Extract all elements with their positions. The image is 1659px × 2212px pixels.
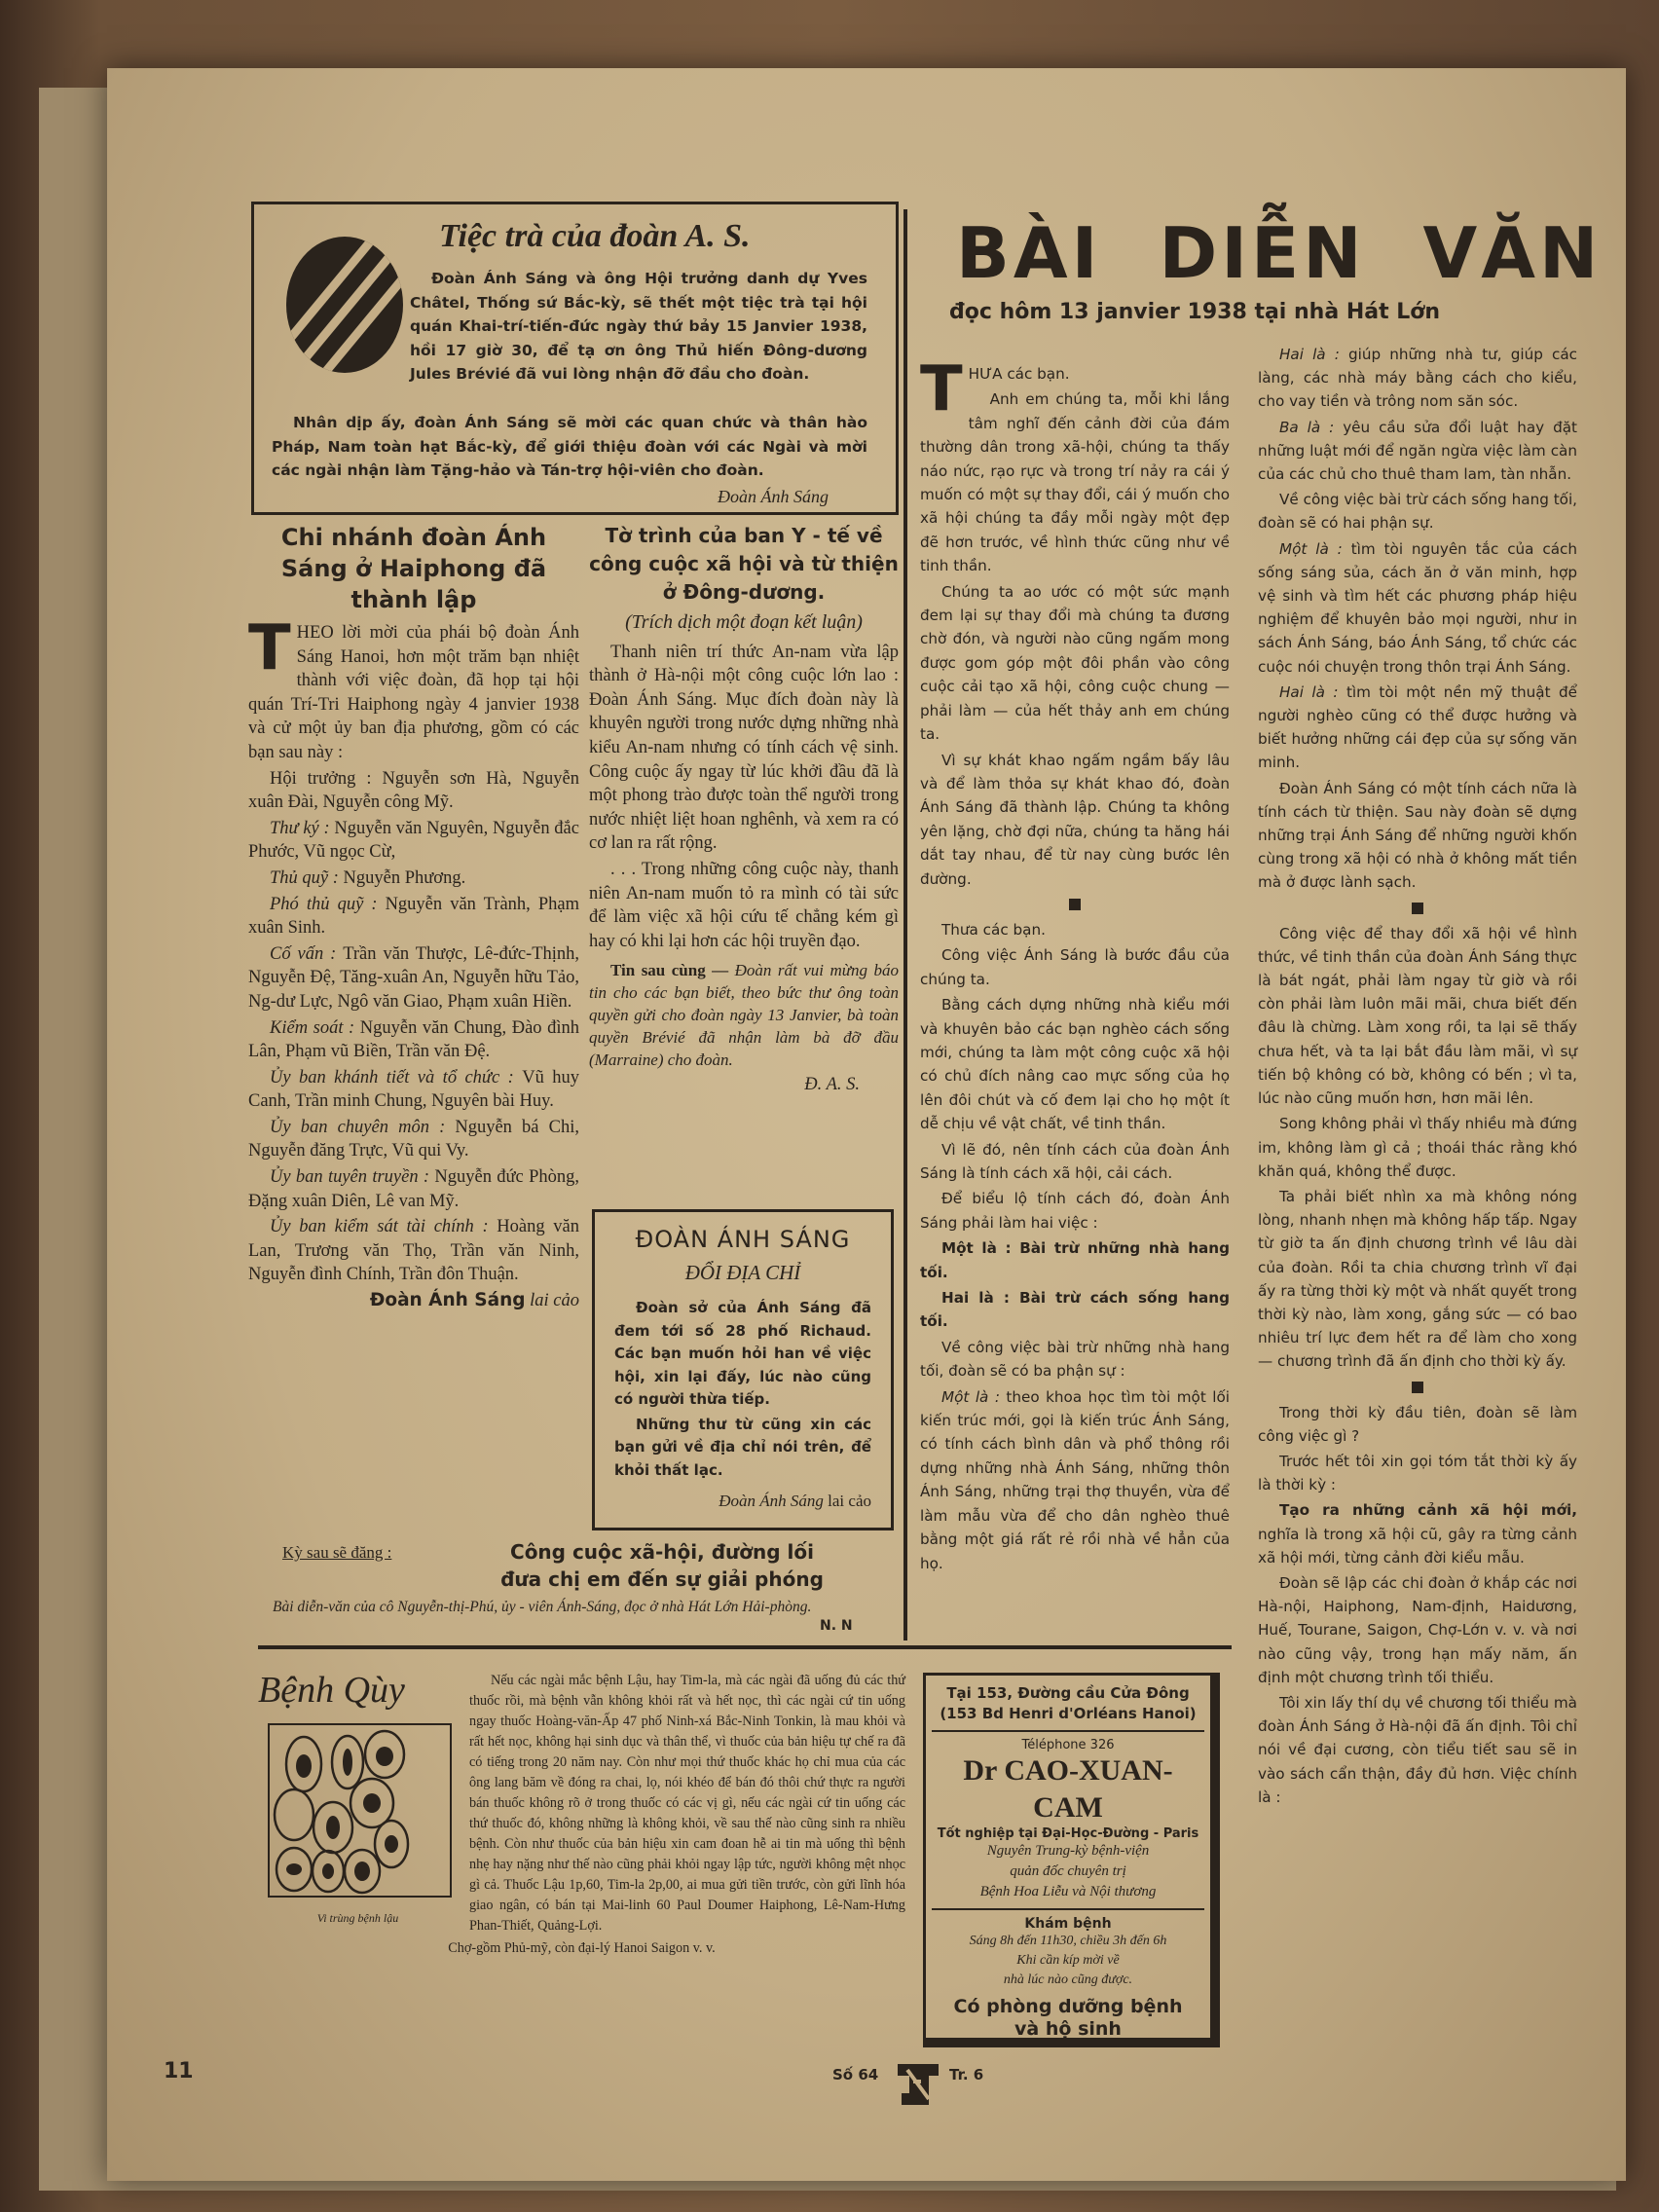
speech-column-2	[1258, 343, 1577, 1811]
paragraph	[248, 893, 579, 940]
paragraph	[920, 1138, 1230, 1186]
paragraph-text: tìm tòi một nền mỹ thuật để người nghèo cũng có thể được hưởng và biết hưởng những cái đẹp của sự sống văn minh.	[1258, 682, 1577, 772]
article-title: Chi nhánh đoàn Ánh Sáng ở Haiphong đã thành lập	[280, 524, 547, 613]
paragraph-text: Song không phải vì thấy nhiều mà đứng im, không làm gì cả ; thoái thác rằng khó khăn quá, không thể được.	[1258, 1115, 1577, 1180]
credential-line: Nguyên Trung-kỳ bệnh-viện	[986, 1843, 1150, 1859]
address-change-notice	[592, 1209, 894, 1530]
divider	[932, 1908, 1204, 1910]
paragraph-text: Để biểu lộ tính cách đó, đoàn Ánh Sáng phải làm hai việc :	[920, 1190, 1230, 1232]
doctor-phone: Téléphone 326	[1021, 1738, 1115, 1752]
paragraph-text: nghĩa là trong xã hội cũ, gây ra từng cảnh xã hội mới, từng cảnh đời kiểu mẫu.	[1258, 1525, 1577, 1567]
paragraph-text: Nguyễn văn Nguyên, Nguyễn đắc Phước, Vũ ngọc Cừ,	[248, 818, 579, 863]
paragraph-text: Đoàn Ánh Sáng có một tính cách nữa là tính cách từ thiện. Sau này đoàn sẽ dựng những trại Ánh Sáng để những người khốn cùng trong xã hội có nhà ở không mất tiền mà ở được lành sạch.	[1258, 779, 1577, 892]
paragraph	[248, 767, 579, 815]
paragraph-text: Những thư từ cũng xin các bạn gửi về địa chỉ nói trên, để khỏi thất lạc.	[614, 1415, 871, 1479]
margin-mark: 11	[164, 2059, 194, 2083]
paragraph-text: Trong thời kỳ đầu tiên, đoàn sẽ làm công việc gì ?	[1258, 1403, 1577, 1445]
paragraph-label: Thủ quỹ :	[270, 867, 344, 888]
paragraph-text: Một là : Bài trừ những nhà hang tối.	[920, 1239, 1230, 1281]
paragraph: Đoàn Ánh Sáng và ông Hội trưởng danh dự Yves Châtel, Thống sứ Bắc-kỳ, sẽ thết một tiệc trà tại hội quán Khai-trí-tiến-đức ngày thứ bảy 15 Janvier 1938, hồi 17 giờ 30, để tạ ơn ông Thủ hiến Đông-dương Jules Brévié đã vui lòng nhận đỡ đầu cho đoàn.	[410, 270, 867, 383]
signature: Đ. A. S.	[804, 1075, 860, 1095]
tea-party-body-2	[272, 411, 867, 510]
paragraph-label: Hai là :	[1279, 682, 1346, 701]
paragraph-text: Đoàn sẽ lập các chi đoàn ở khắp các nơi Hà-nội, Haiphong, Nam-định, Haidương, Huế, Tourane, Saigon, Chợ-Lớn v. v. và nơi nào cũng vậy, trong hạn mấy năm, ấn định một chương trình tối thiểu.	[1258, 1573, 1577, 1686]
paragraph-text: Anh em chúng ta, mỗi khi lắng tâm nghĩ đến cảnh đời của đám thường dân trong xã-hội, chúng ta thấy náo nức, rạo rực và trong trí nảy ra cái ý muốn có một sự thay đổi, cái ý muốn cho xã hội chúng ta đầy mỗi ngày một đẹp đẽ hơn trước, về hình thức cũng như về tinh thần.	[920, 390, 1230, 575]
paragraph-text: Trước hết tôi xin gọi tóm tắt thời kỳ ấy là thời kỳ :	[1258, 1452, 1577, 1494]
doctor-footer	[932, 1996, 1204, 2041]
next-issue-label: Kỳ sau sẽ đăng :	[282, 1543, 392, 1562]
next-issue-title-line: đưa chị em đến sự giải phóng	[500, 1567, 824, 1591]
speech-subtitle: đọc hôm 13 janvier 1938 tại nhà Hát Lớn	[949, 300, 1441, 324]
paragraph	[248, 866, 579, 891]
paragraph-text: Công việc Ánh Sáng là bước đầu của chúng ta.	[920, 946, 1230, 988]
paragraph	[1258, 922, 1577, 1111]
doctor-credentials	[932, 1841, 1204, 1902]
paragraph-text: . . . Trong những công cuộc này, thanh niên An-nam muốn tỏ ra mình có tài sức để làm việc xã hội cứu tế chẳng kém gì hay có khi lại hơn các hội truyền đạo.	[589, 859, 899, 951]
paragraph-text: Thưa các bạn.	[941, 920, 1046, 939]
doctor-name: Dr CAO-XUAN-CAM	[963, 1754, 1173, 1824]
paragraph	[248, 1215, 579, 1287]
lead-paragraph: THEO lời mời của phái bộ đoàn Ánh Sáng Hanoi, hơn một trăm bạn nhiệt thành với việc đoàn, đã họp tại hội quán Trí-Tri Haiphong ngày 4 janvier 1938 và cử một ủy ban địa phương, gồm có các bạn sau này :	[248, 612, 579, 762]
paragraph-text: Đoàn sở của Ánh Sáng đã đem tới số 28 phố Richaud. Các bạn muốn hỏi han về việc hội, xin lại đấy, lúc nào cũng có người thừa tiếp.	[614, 1299, 871, 1408]
paragraph-label: Ủy ban chuyên môn :	[270, 1117, 456, 1137]
doctor-degree: Tốt nghiệp tại Đại-Học-Đường - Paris	[937, 1826, 1199, 1841]
ad-title: Bệnh Qùy	[258, 1670, 405, 1711]
section-separator	[1412, 1382, 1423, 1393]
paragraph-label: Phó thủ quỹ :	[270, 894, 386, 914]
paragraph-label: Ủy ban tuyên truyền :	[270, 1167, 435, 1188]
paragraph-text: Nguyễn Phương.	[343, 867, 466, 888]
paragraph	[1258, 1571, 1577, 1689]
signature: Đoàn Ánh Sáng	[718, 486, 829, 506]
signature-name: Đoàn Ánh Sáng	[369, 1290, 526, 1311]
paragraph	[1258, 343, 1577, 414]
paragraph	[920, 1236, 1230, 1284]
doctor-advertisement	[923, 1673, 1220, 2047]
signature-suffix: lai cảo	[823, 1492, 871, 1510]
article-subtitle: (Trích dịch một đoạn kết luận)	[625, 611, 863, 633]
paragraph-text: Vì sự khát khao ngấm ngầm bấy lâu và để làm thỏa sự khát khao đó, đoàn Ánh Sáng đã thành lập. Chúng ta không yên lặng, chờ đợi nữa, chúng ta hăng hái dắt tay nhau, để từ nay cùng bước lên đường.	[920, 751, 1230, 888]
paragraph	[248, 1116, 579, 1163]
paragraph-text: Về công việc bài trừ cách sống hang tối, đoàn sẽ có hai phận sự.	[1258, 491, 1577, 533]
tea-party-body	[410, 267, 867, 388]
section-separator	[1412, 903, 1423, 914]
paragraph-text: theo khoa học tìm tòi một lối kiến trúc mới, gọi là kiến trúc Ánh Sáng, có tính cách bình dân và phổ thông rồi dựng những nhà Ánh Sáng, những thôn Ánh Sáng, những trại thợ thuyền, vừa để làm mẫu vừa để cho dân nghèo thuê bằng một giá rất rẻ rồi nhà về hẳn của họ.	[920, 1387, 1230, 1572]
paragraph-text: Nguyễn sơn Hà, Nguyễn xuân Đài, Nguyễn công Mỹ.	[248, 768, 579, 813]
paragraph-label: Thư ký :	[270, 818, 335, 838]
paragraph	[589, 858, 899, 953]
late-news	[589, 959, 899, 1071]
paragraph	[920, 580, 1230, 747]
bacteria-illustration-icon	[268, 1723, 452, 1898]
credential-line: quản đốc chuyên trị	[1010, 1863, 1126, 1879]
page-number: Tr. 6	[949, 2066, 984, 2083]
paragraph	[1258, 1185, 1577, 1374]
paragraph-text: Tôi xin lấy thí dụ về chương tối thiểu mà đoàn Ánh Sáng ở Hà-nội đã ấn định. Tôi chỉ nói về đại cương, còn tiểu tiết sau sẽ in vào sách cẩn thận, đầy đủ hơn. Việc chính là :	[1258, 1693, 1577, 1806]
paragraph	[920, 918, 1230, 941]
tea-party-notice	[251, 202, 899, 515]
signature-name: Đoàn Ánh Sáng	[719, 1492, 824, 1510]
paragraph-text: Nguyễn đức Phòng, Đặng xuân Diên, Lê van Mỹ.	[248, 1167, 579, 1211]
paragraph-text: THƯA các bạn.	[920, 353, 1070, 425]
signature	[614, 1492, 871, 1511]
address-line: (153 Bd Henri d'Orléans Hanoi)	[940, 1705, 1197, 1722]
paragraph-label: Hai là :	[1279, 346, 1348, 363]
hours-line: nhà lúc nào cũng được.	[1003, 1972, 1133, 1987]
striped-circle-logo-icon	[279, 232, 411, 378]
paragraph-text: Vũ huy Canh, Trần minh Chung, Nguyên bài Huy.	[248, 1067, 579, 1112]
signature-suffix: lai cảo	[525, 1291, 579, 1311]
paragraph	[614, 1297, 871, 1412]
ngay-nay-logo-icon	[896, 2062, 940, 2107]
paragraph	[1258, 1498, 1577, 1569]
paragraph-text: tìm tòi nguyên tắc của cách sống sáng sủa, cách ăn ở văn minh, hợp vệ sinh và tìm hết các phương pháp hiệu nghiệm để khuyên bảo mọi người, như in sách Ánh Sáng, báo Ánh Sáng, tổ chức các cuộc nói chuyện trong thôn trại Ánh Sáng.	[1258, 539, 1578, 676]
medicine-advertisement	[258, 1667, 905, 2046]
paragraph-label: Ủy ban khánh tiết và tổ chức :	[270, 1067, 523, 1088]
footer-line: và hộ sinh	[1014, 2018, 1122, 2040]
hours-title: Khám bệnh	[1024, 1916, 1112, 1932]
paragraph	[248, 1016, 579, 1064]
hours-line: Khi cần kíp mời về	[1016, 1953, 1120, 1968]
paragraph: Nhân dịp ấy, đoàn Ánh Sáng sẽ mời các quan chức và thân hào Pháp, Nam toàn hạt Bắc-kỳ, để giới thiệu đoàn với các Ngài và mời các ngài nhận làm Tặng-hảo và Tán-trợ hội-viên cho đoàn.	[272, 414, 867, 479]
ad-text: Nếu các ngài mắc bệnh Lậu, hay Tim-la, mà các ngài đã uống đủ các thứ thuốc rồi, mà bệnh vẫn không khỏi rất và hết nọc, thì các ngài cứ tin uống ngay thuốc Hoàng-văn-Ấp 47 phố Ninh-xá Bắc-Ninh Tonkin, là mau khỏi và rất hết nọc, không hại sinh dục và thân thể, vì thuốc của bản hiệu tự chế ra đã có tiếng trong 20 năm nay. Còn như mọi thứ thuốc khác họ chỉ mua của các ông lang băm về đóng ra chai, lọ, nói khéo để bán đó thôi chứ thực ra người bán thuốc không rõ ở trong thuốc có các vị gì, nếu các ngài cứ tin uống các thứ thuốc đó, không những là không khỏi, về sau thế nào cũng sinh ra nhiều bệnh. Còn như thuốc của bản hiệu xin cam đoan hễ ai tin mà uống thì bệnh nhẹ hay nặng như thế nào cũng phải khỏi ngay lập tức, người không mệt nhọc gì cả. Thuốc Lậu 1p,60, Tim-la 2p,00, ai mua gửi tiền trước, còn gửi lĩnh hóa giao ngân, có bán tại Mai-linh 60 Paul Doumer Haiphong, Lê-Nam-Hưng Phan-Thiết, Quảng-Lợi.	[469, 1673, 905, 1934]
article-title: Tờ trình của ban Y - tế về công cuộc xã hội và từ thiện ở Đông-dương.	[589, 524, 899, 604]
tea-party-title: Tiệc trà của đoàn A. S.	[439, 218, 751, 254]
paragraph	[248, 942, 579, 1014]
doctor-hours	[932, 1932, 1204, 1990]
paragraph-label: Cố vấn :	[270, 943, 344, 964]
late-news-text: Đoàn rất vui mừng báo tin cho các bạn biết, theo bức thư ông toàn quyền gửi cho đoàn ngày 13 Janvier, bà toàn quyền Brévié đã nhận làm bà đỡ đầu (Marraine) cho đoàn.	[589, 961, 900, 1070]
section-separator	[1069, 899, 1081, 910]
paragraph	[920, 749, 1230, 891]
paragraph	[920, 387, 1230, 577]
paragraph	[920, 1286, 1230, 1334]
next-issue-title	[458, 1538, 866, 1593]
health-report-article	[589, 522, 899, 1099]
paragraph-text: Ta phải biết nhìn xa mà không nóng lòng, nhanh nhẹn mà không hấp tấp. Ngay từ giờ ta ấn định chương trình về lâu dài của đoàn. Rồi ta chia chương trình vĩ đại ấy ra từng thời kỳ một và nhất quyết trong thời kỳ nào, làm xong, gắng sức — có bao nhiêu trí lực đem hết ra để làm cho xong — chương trình đã ấn định cho thời kỳ ấy.	[1258, 1187, 1577, 1371]
paragraph	[1258, 1112, 1577, 1183]
paragraph	[920, 943, 1230, 991]
notice-title: ĐOÀN ÁNH SÁNG	[635, 1226, 851, 1253]
article-body	[589, 641, 899, 954]
paragraph	[1258, 1450, 1577, 1496]
paragraph-text: Hoàng văn Lan, Trương văn Thọ, Trần văn Ninh, Nguyễn đình Chính, Trần đôn Thuận.	[248, 1217, 579, 1285]
ad-text-last: Chợ-gồm Phủ-mỹ, còn đại-lý Hanoi Saigon v. v.	[448, 1940, 716, 1956]
hours-line: Sáng 8h đến 11h30, chiều 3h đến 6h	[969, 1934, 1167, 1948]
paragraph-text: Nguyễn văn Chung, Đào đình Lân, Phạm vũ Biền, Trần văn Đệ.	[248, 1017, 579, 1062]
paragraph	[1258, 416, 1577, 487]
paragraph-text: Vì lẽ đó, nên tính cách của đoàn Ánh Sáng là tính cách xã hội, cải cách.	[920, 1140, 1230, 1182]
paragraph	[248, 1165, 579, 1213]
next-issue-title-line: Công cuộc xã-hội, đường lối	[510, 1540, 814, 1564]
column-divider	[903, 209, 907, 1641]
paragraph-text: Nguyễn văn Trành, Phạm xuân Sinh.	[248, 894, 579, 939]
notice-body	[614, 1297, 871, 1482]
paragraph	[920, 993, 1230, 1135]
speech-column-1	[920, 353, 1230, 1577]
paragraph	[920, 1336, 1230, 1383]
notice-subtitle: ĐỔI ĐỊA CHỈ	[684, 1261, 801, 1284]
illustration-caption: Vi trùng bệnh lậu	[316, 1911, 399, 1925]
paragraph-label: Một là :	[941, 1387, 1007, 1406]
paragraph-label: Ba là :	[1279, 418, 1344, 436]
paragraph	[1258, 537, 1577, 679]
paragraph-text: Trần văn Thược, Lê-đức-Thịnh, Nguyễn Đệ, Tăng-xuân An, Nguyễn hữu Tảo, Ng-dư Lực, Ngô văn Giao, Phạm xuân Hiền.	[248, 943, 580, 1012]
paragraph-text: Bằng cách dựng những nhà kiểu mới và khuyên bảo các bạn nghèo cách sống mới, chúng ta làm một công cuộc xã hội có chủ đích nâng cao mực sống của họ lên đôi chút và cố đem lại cho họ một ít dễ chịu về vật chất, về tinh thần.	[920, 996, 1230, 1133]
paragraph-text: yêu cầu sửa đổi luật hay đặt những luật mới để ngăn ngừa việc làm càn của các chủ cho thuê tham lam, tàn nhẫn.	[1258, 418, 1577, 484]
member-list	[248, 767, 579, 1287]
paragraph	[920, 1385, 1230, 1575]
address-line: Tại 153, Đường cầu Cửa Đông	[946, 1684, 1190, 1702]
divider	[932, 1730, 1204, 1732]
doctor-address	[932, 1683, 1204, 1724]
paragraph-text: giúp những nhà tư, giúp các làng, các nhà máy bằng cách cho kiểu, cho vay tiền và trông nom săn sóc.	[1258, 346, 1577, 411]
next-issue-description: Bài diễn-văn của cô Nguyễn-thị-Phú, ủy - viên Ánh-Sáng, đọc ở nhà Hát Lớn Hải-phòng.	[273, 1599, 812, 1615]
ad-left	[258, 1667, 458, 1929]
paragraph-label: Một là :	[1279, 539, 1351, 558]
issue-number: Số 64	[832, 2066, 879, 2083]
paragraph	[589, 641, 899, 856]
paragraph-text: Công việc để thay đổi xã hội về hình thức, về tinh thần của đoàn Ánh Sáng thực là bát ngát, phải làm ngay từ giờ và rồi còn phải làm luôn mãi mãi, chưa biết đến đâu là chừng. Làm xong rồi, ta lại sẽ thấy chưa hết, và ta lại bắt đầu làm mãi, vì sự tiến bộ không có bờ, không có bến ; vì ta, lúc nào cũng muốn hơn, hơn mãi lên.	[1258, 924, 1577, 1108]
paragraph	[1258, 1691, 1577, 1809]
signature	[248, 1289, 579, 1313]
next-issue-signature: N. N	[820, 1618, 853, 1634]
credential-line: Bệnh Hoa Liễu và Nội thương	[979, 1884, 1157, 1899]
paragraph	[614, 1414, 871, 1483]
paragraph	[920, 353, 1230, 425]
paragraph-text: Nguyễn bá Chi, Nguyễn đăng Trực, Vũ qui Vy.	[248, 1117, 579, 1161]
paragraph-label: Kiểm soát :	[270, 1017, 360, 1038]
paragraph	[248, 1066, 579, 1114]
section-divider	[258, 1645, 1232, 1649]
paragraph	[1258, 1401, 1577, 1448]
paragraph-label: Hội trưởng :	[270, 768, 383, 789]
paragraph-text: Thanh niên trí thức An-nam vừa lập thành ở Hà-nội một công cuộc lớn lao : Đoàn Ánh Sáng. Mục đích đoàn này là khuyên người trong nước dựng những nhà kiểu An-nam nhưng có tính cách vệ sinh. Công cuộc ấy ngay từ lúc khởi đầu đã là một phong trào được toàn thể người trong nước nhiệt liệt hoan nghênh, và xem ra có cơ lan ra rất rộng.	[589, 642, 899, 854]
speech-title: BÀI DIỄN VĂN	[956, 212, 1603, 294]
paragraph-text: Chúng ta ao ước có một sức mạnh đem lại sự thay đổi mà chúng ta đương chờ đón, và người nào cũng ngấm mong được gom góp một đôi phần vào công cuộc cải tạo xã hội, công cuộc chung — phải làm — của hết thảy anh em chúng ta.	[920, 582, 1230, 744]
paragraph-label: Tạo ra những cảnh xã hội mới,	[1279, 1501, 1577, 1520]
paragraph-label: Ủy ban kiểm sát tài chính :	[270, 1217, 498, 1237]
paragraph-text: Về công việc bài trừ những nhà hang tối, đoàn sẽ có ba phận sự :	[920, 1338, 1230, 1381]
paragraph	[920, 1187, 1230, 1235]
paragraph	[248, 817, 579, 865]
paragraph	[1258, 488, 1577, 535]
paragraph-text: Hai là : Bài trừ cách sống hang tối.	[920, 1289, 1230, 1331]
footer-line: Có phòng dưỡng bệnh	[953, 1996, 1183, 2017]
haiphong-article	[248, 522, 579, 1315]
late-news-label: Tin sau cùng —	[610, 961, 735, 980]
paragraph	[1258, 681, 1577, 775]
paragraph	[1258, 777, 1577, 895]
